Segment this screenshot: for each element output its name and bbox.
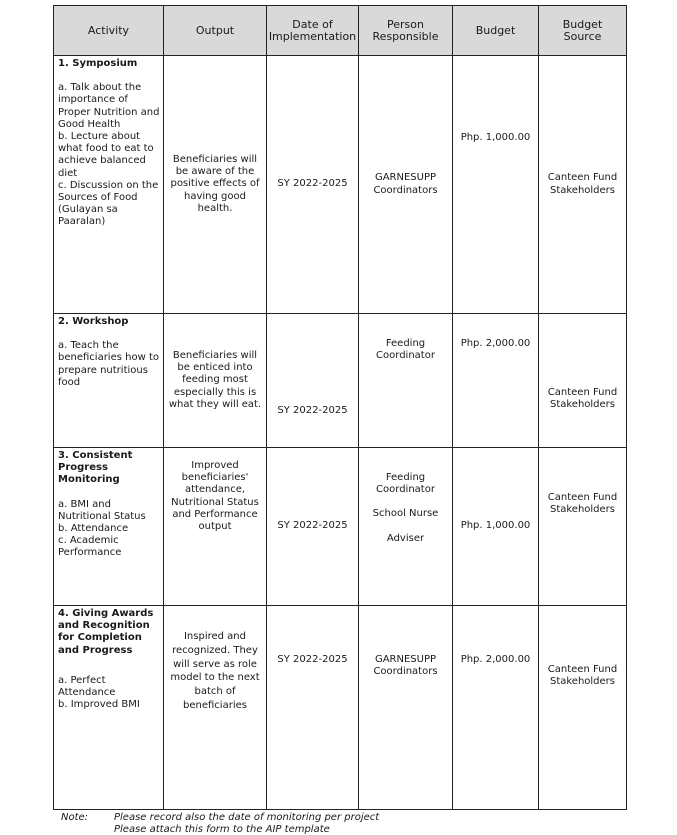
source-cell: Canteen Fund Stakeholders [539,606,627,810]
budget-value: Php. 2,000.00 [461,338,531,349]
output-cell: Inspired and recognized. They will serve as role model to the next batch of beneficiaries [164,606,267,810]
person-cell: GARNESUPP Coordinators [359,606,453,810]
activity-title: 3. Consistent Progress Monitoring [58,450,160,487]
output-cell: Improved beneficiaries' attendance, Nutritional Status and Performance output [164,448,267,606]
activity-detail: c. Discussion on the Sources of Food (Gulayan sa Paaralan) [58,180,160,229]
output-cell: Beneficiaries will be aware of the positive effects of having good health. [164,56,267,314]
activity-detail: b. Lecture about what food to eat to achieve balanced diet [58,131,160,180]
source-cell: Canteen Fund Stakeholders [539,314,627,448]
table-row [54,606,627,810]
activity-title: 4. Giving Awards and Recognition for Completion and Progress [58,608,160,657]
source-cell: Canteen Fund Stakeholders [539,56,627,314]
person-cell: Feeding Coordinator School Nurse Adviser [359,448,453,606]
budget-value: Php. 2,000.00 [461,654,531,665]
aip-form [53,5,626,835]
activity-cell [54,606,164,810]
activity-detail: a. BMI and Nutritional Status [58,499,160,523]
header-output: Output [164,6,267,56]
note-label: Note: [61,812,88,824]
note-line: Please record also the date of monitoring per project [114,812,626,824]
activity-detail: b. Improved BMI [58,699,160,711]
date-cell: SY 2022-2025 [267,448,359,606]
date-cell: SY 2022-2025 [267,314,359,448]
source-cell: Canteen Fund Stakeholders [539,448,627,606]
person-cell: Feeding Coordinator [359,314,453,448]
activity-detail: a. Talk about the importance of Proper Nutrition and Good Health [58,82,160,131]
header-activity: Activity [54,6,164,56]
activity-detail: b. Attendance [58,523,160,535]
header-person: Person Responsible [359,6,453,56]
budget-value: Php. 1,000.00 [461,520,531,531]
footnote [53,812,626,835]
activity-cell [54,448,164,606]
activity-plan-table [53,5,627,810]
header-date: Date of Implementation [267,6,359,56]
activity-cell [54,56,164,314]
person-cell: GARNESUPP Coordinators [359,56,453,314]
header-budget: Budget [453,6,539,56]
activity-detail: c. Academic Performance [58,535,160,559]
activity-detail: a. Teach the beneficiaries how to prepare nutritious food [58,340,160,389]
table-row [54,56,627,314]
activity-cell [54,314,164,448]
header-row [54,6,627,56]
budget-cell [453,606,539,810]
date-cell: SY 2022-2025 [267,56,359,314]
activity-detail: a. Perfect Attendance [58,675,160,699]
date-cell: SY 2022-2025 [267,606,359,810]
note-line: Please attach this form to the AIP template [114,824,626,835]
output-cell: Beneficiaries will be enticed into feeding most especially this is what they will eat. [164,314,267,448]
budget-cell [453,314,539,448]
activity-title: 1. Symposium [58,58,160,70]
budget-cell [453,56,539,314]
activity-title: 2. Workshop [58,316,160,328]
budget-cell [453,448,539,606]
header-source: Budget Source [539,6,627,56]
table-row [54,448,627,606]
table-row [54,314,627,448]
budget-value: Php. 1,000.00 [461,132,531,143]
